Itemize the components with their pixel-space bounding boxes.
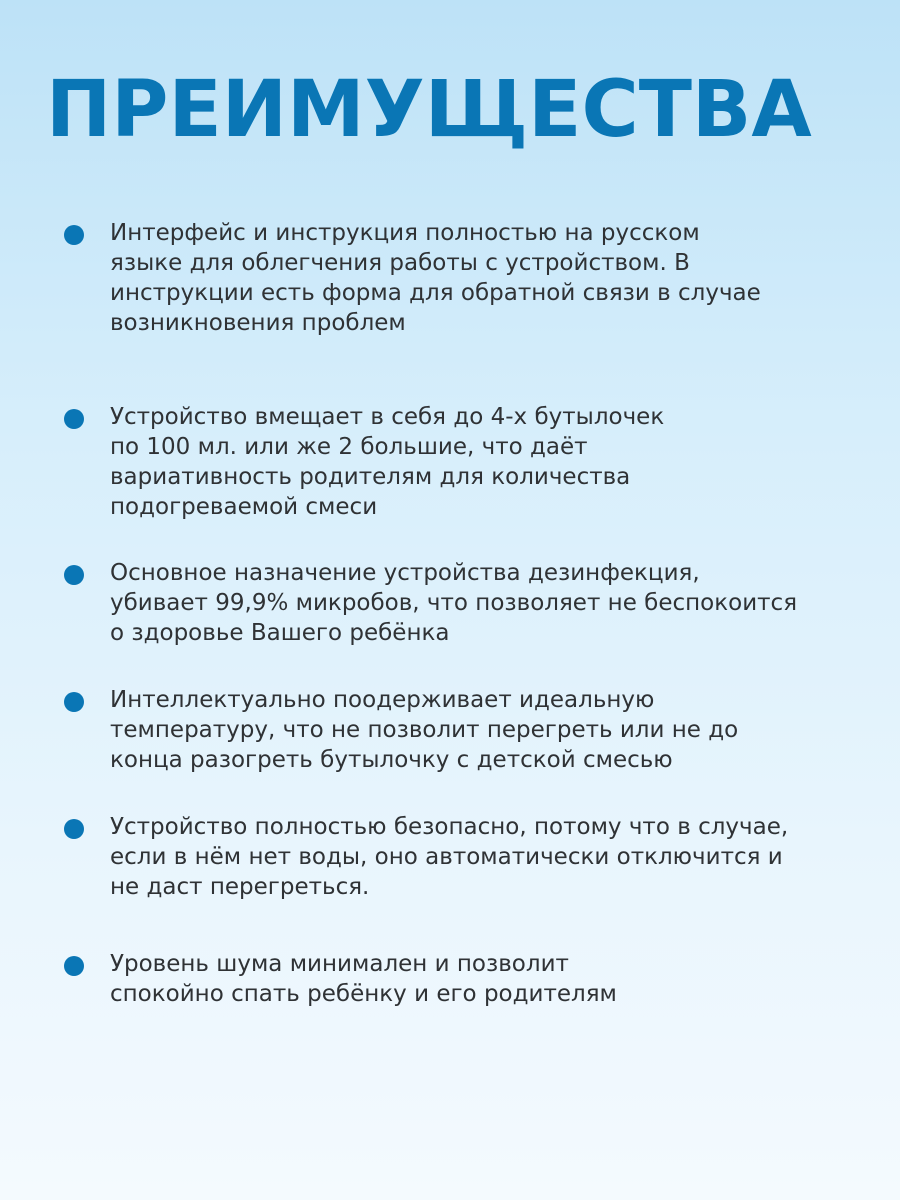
advantage-text: Интеллектуально поодерживает идеальную температуру, что не позволит перегреть или не до конца разогреть бутылочку с детской смесью [110,687,739,773]
advantage-text: Интерфейс и инструкция полностью на русском языке для облегчения работы с устройством. В инструкции есть форма для обратной связи в случае возникновения проблем [110,220,761,336]
bullet-dot-icon [64,225,84,245]
bullet-dot-icon [64,565,84,585]
advantage-item [64,685,824,775]
advantage-item [64,402,824,522]
advantage-item [64,218,824,338]
bullet-dot-icon [64,819,84,839]
bullet-dot-icon [64,409,84,429]
advantage-text: Основное назначение устройства дезинфекция, убивает 99,9% микробов, что позволяет не беспокоится о здоровье Вашего ребёнка [110,560,798,646]
advantage-text: Уровень шума минимален и позволит спокойно спать ребёнку и его родителям [110,951,617,1007]
advantage-item [64,949,824,1009]
page-title: ПРЕИМУЩЕСТВА [46,65,812,155]
advantage-text: Устройство вмещает в себя до 4-х бутылочек по 100 мл. или же 2 большие, что даёт вариативность родителям для количества подогреваемой смеси [110,404,665,520]
advantage-text: Устройство полностью безопасно, потому что в случае, если в нём нет воды, оно автоматически отключится и не даст перегреться. [110,814,789,900]
advantage-item [64,812,824,902]
bullet-dot-icon [64,956,84,976]
advantage-item [64,558,824,648]
bullet-dot-icon [64,692,84,712]
